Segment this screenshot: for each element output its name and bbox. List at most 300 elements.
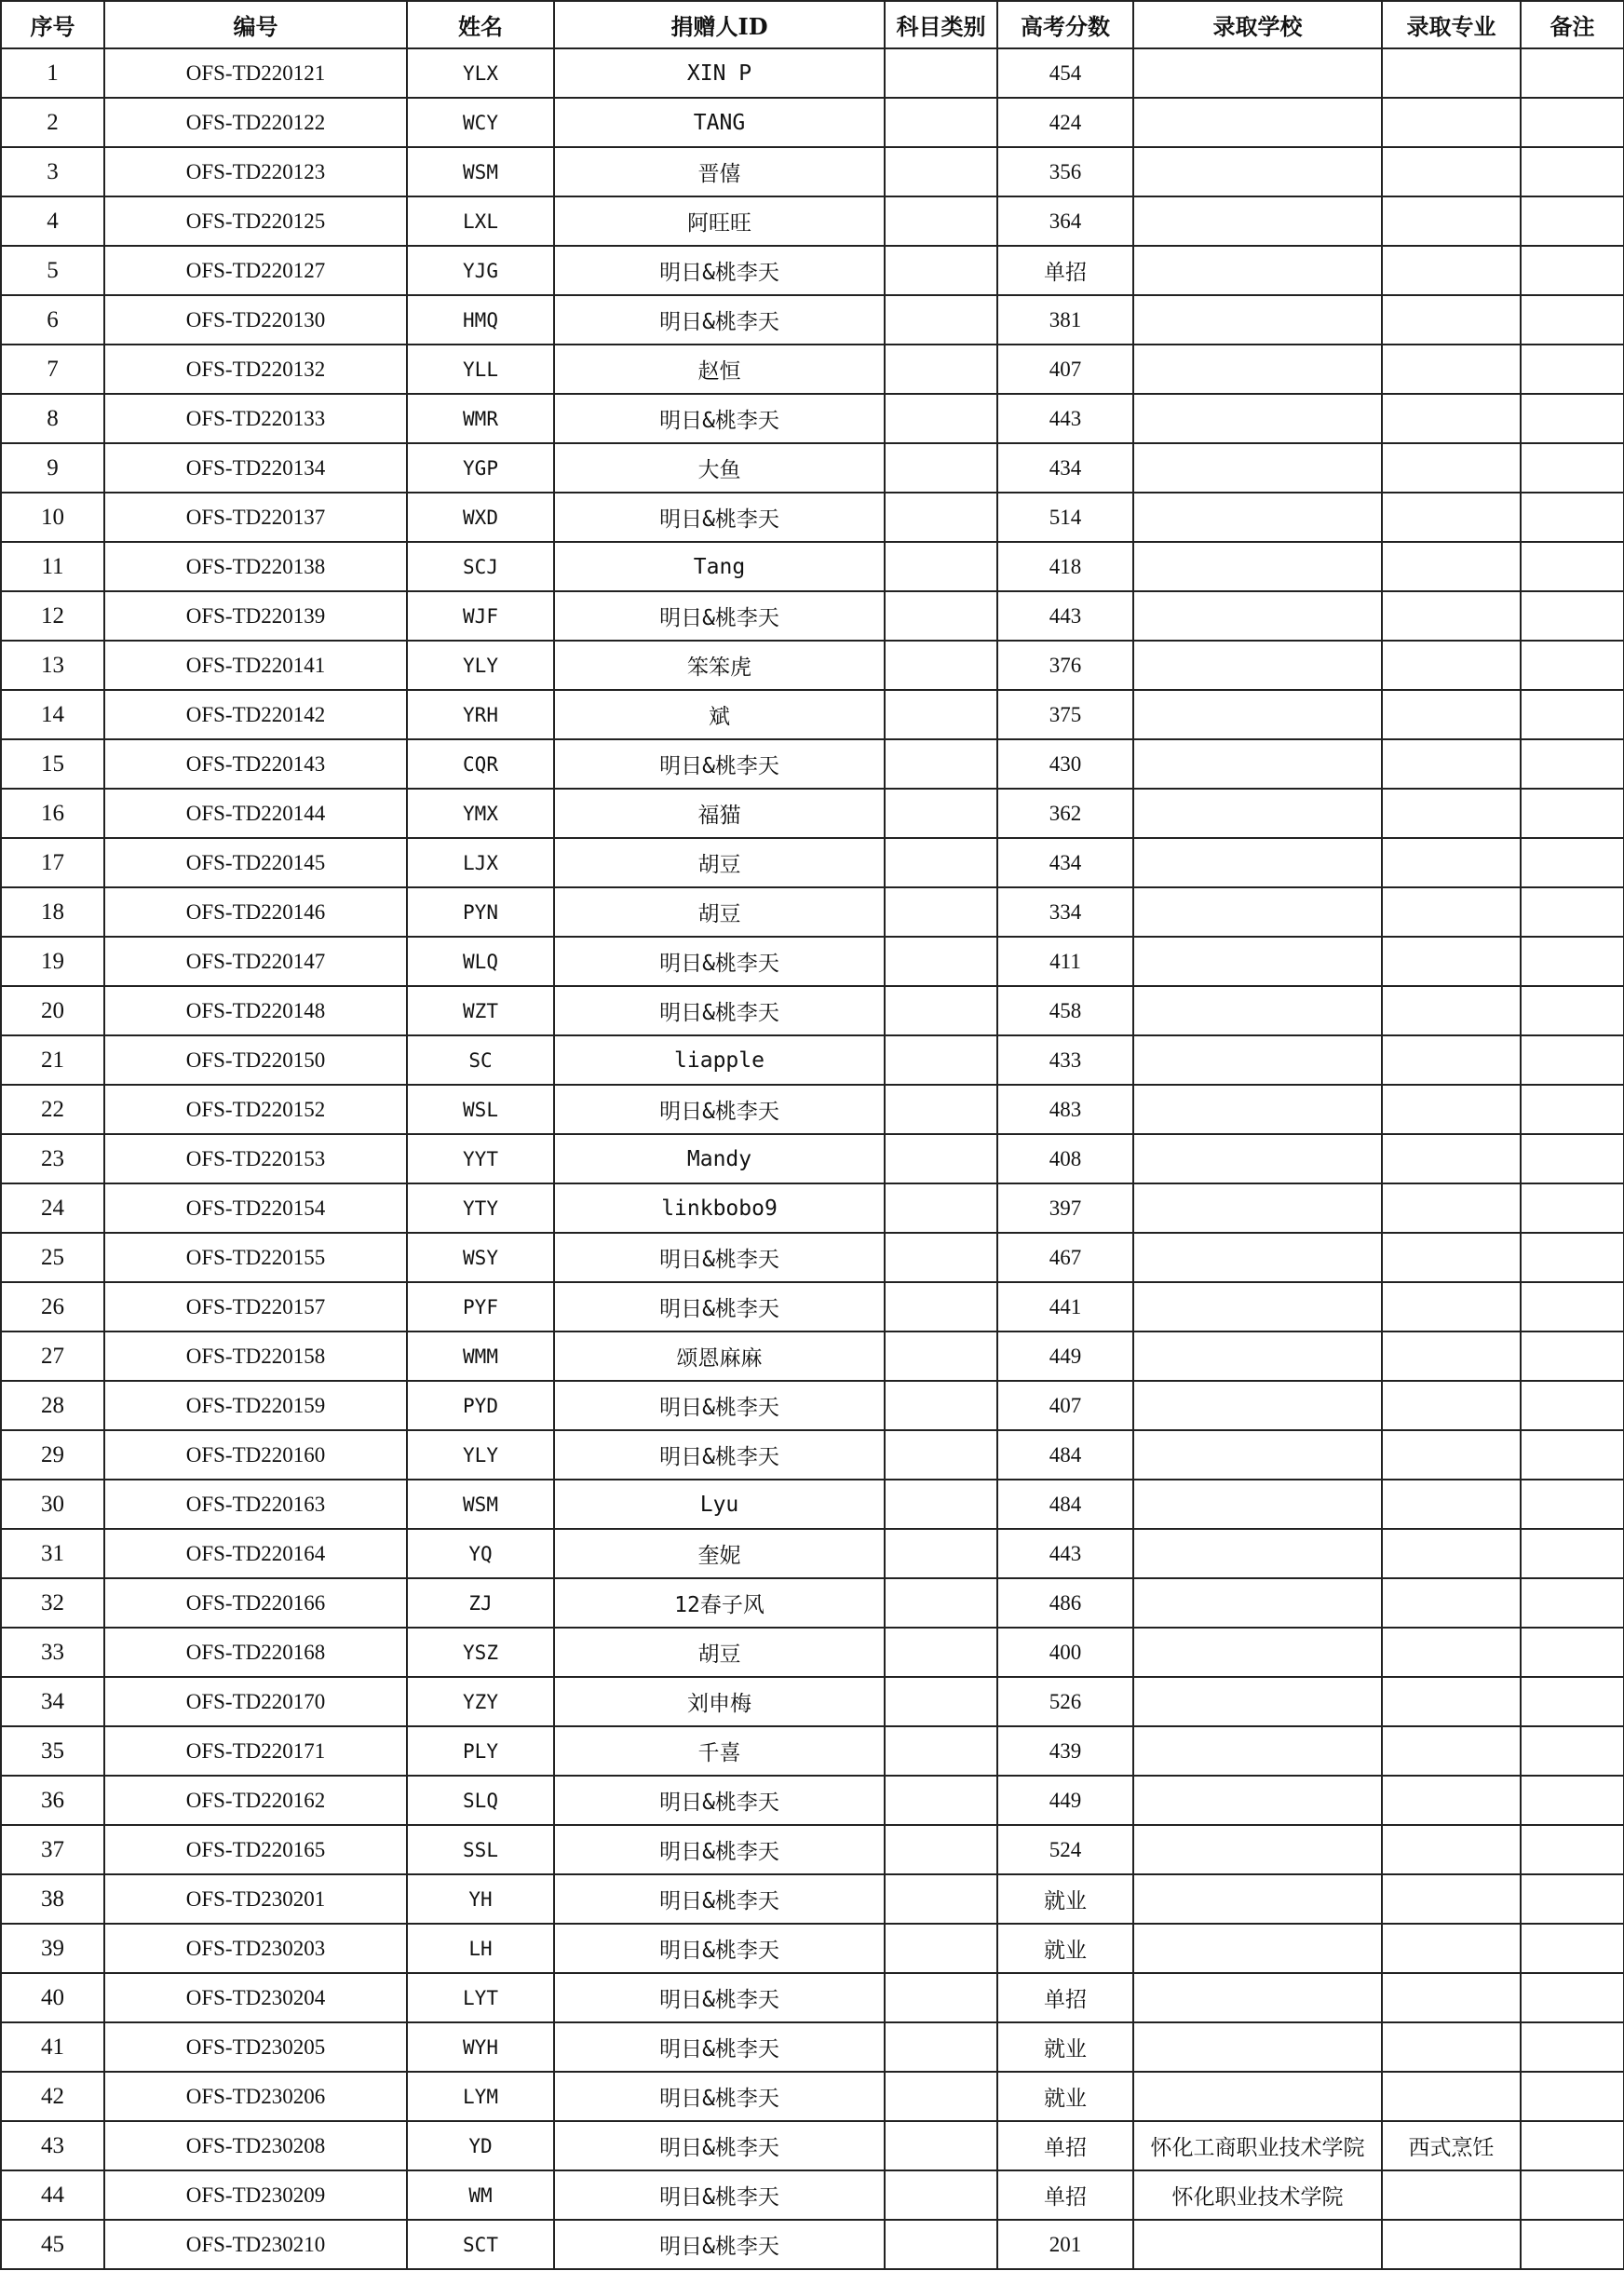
row-name-cell: LJX [407,838,554,887]
row-remarks-cell [1521,1973,1624,2022]
row-admitted-major-cell [1382,1628,1521,1677]
row-admitted-major-cell [1382,1085,1521,1134]
table-row [1,1726,1624,1776]
row-admitted-major-cell [1382,838,1521,887]
table-row [1,493,1624,542]
row-name-cell: LYM [407,2072,554,2121]
row-subject-category-cell [885,1578,997,1628]
row-index-cell: 20 [1,986,104,1035]
row-donor-id-cell: 明日&桃李天 [554,295,885,345]
row-donor-id-cell: XIN P [554,48,885,98]
row-name-cell: WXD [407,493,554,542]
row-code-cell: OFS-TD220138 [104,542,407,591]
row-remarks-cell [1521,1825,1624,1874]
row-admitted-major-cell: 西式烹饪 [1382,2121,1521,2170]
row-exam-score-cell: 408 [997,1134,1133,1183]
row-index-cell: 7 [1,345,104,394]
table-row [1,1332,1624,1381]
row-donor-id-cell: Mandy [554,1134,885,1183]
row-subject-category-cell [885,1480,997,1529]
row-index-cell: 12 [1,591,104,641]
row-admitted-major-cell [1382,196,1521,246]
row-exam-score-cell: 443 [997,1529,1133,1578]
row-index-cell: 2 [1,98,104,147]
row-index-cell: 45 [1,2220,104,2269]
row-subject-category-cell [885,2072,997,2121]
table-row [1,246,1624,295]
row-remarks-cell [1521,591,1624,641]
row-name-cell: SLQ [407,1776,554,1825]
row-admitted-major-cell [1382,1578,1521,1628]
row-subject-category-cell [885,48,997,98]
row-admitted-major-cell [1382,641,1521,690]
row-donor-id-cell: 明日&桃李天 [554,986,885,1035]
row-remarks-cell [1521,641,1624,690]
row-name-cell: YSZ [407,1628,554,1677]
row-code-cell: OFS-TD220130 [104,295,407,345]
table-row [1,2121,1624,2170]
row-exam-score-cell: 单招 [997,2121,1133,2170]
row-admitted-school-cell [1133,196,1382,246]
row-remarks-cell [1521,147,1624,196]
row-name-cell: WMR [407,394,554,443]
row-donor-id-cell: 阿旺旺 [554,196,885,246]
table-row [1,295,1624,345]
header-index: 序号 [1,1,104,48]
row-exam-score-cell: 524 [997,1825,1133,1874]
row-admitted-school-cell [1133,887,1382,937]
row-index-cell: 30 [1,1480,104,1529]
row-admitted-major-cell [1382,295,1521,345]
row-subject-category-cell [885,591,997,641]
row-admitted-school-cell [1133,345,1382,394]
row-exam-score-cell: 就业 [997,1924,1133,1973]
row-donor-id-cell: 明日&桃李天 [554,1776,885,1825]
row-admitted-major-cell [1382,1825,1521,1874]
row-name-cell: YMX [407,789,554,838]
row-index-cell: 24 [1,1183,104,1233]
row-code-cell: OFS-TD230209 [104,2170,407,2220]
row-donor-id-cell: linkbobo9 [554,1183,885,1233]
table-row [1,1480,1624,1529]
row-subject-category-cell [885,493,997,542]
row-index-cell: 37 [1,1825,104,1874]
row-admitted-major-cell [1382,690,1521,739]
row-admitted-major-cell [1382,1529,1521,1578]
row-exam-score-cell: 381 [997,295,1133,345]
row-admitted-school-cell [1133,2022,1382,2072]
row-admitted-school-cell [1133,1233,1382,1282]
row-exam-score-cell: 433 [997,1035,1133,1085]
header-remarks: 备注 [1521,1,1624,48]
table-row [1,1183,1624,1233]
row-admitted-school-cell [1133,739,1382,789]
row-code-cell: OFS-TD220165 [104,1825,407,1874]
row-remarks-cell [1521,1628,1624,1677]
table-row [1,196,1624,246]
row-remarks-cell [1521,739,1624,789]
row-donor-id-cell: 明日&桃李天 [554,1085,885,1134]
row-code-cell: OFS-TD220154 [104,1183,407,1233]
row-code-cell: OFS-TD220125 [104,196,407,246]
row-donor-id-cell: 胡豆 [554,887,885,937]
row-remarks-cell [1521,1332,1624,1381]
row-name-cell: WLQ [407,937,554,986]
row-remarks-cell [1521,443,1624,493]
row-remarks-cell [1521,1381,1624,1430]
row-admitted-major-cell [1382,493,1521,542]
row-donor-id-cell: 明日&桃李天 [554,2170,885,2220]
table-row [1,443,1624,493]
row-name-cell: WM [407,2170,554,2220]
row-admitted-school-cell [1133,1430,1382,1480]
row-donor-id-cell: 胡豆 [554,1628,885,1677]
row-exam-score-cell: 434 [997,443,1133,493]
row-code-cell: OFS-TD230204 [104,1973,407,2022]
row-exam-score-cell: 484 [997,1430,1133,1480]
row-code-cell: OFS-TD220144 [104,789,407,838]
row-index-cell: 40 [1,1973,104,2022]
row-index-cell: 6 [1,295,104,345]
row-remarks-cell [1521,345,1624,394]
row-admitted-major-cell [1382,1332,1521,1381]
row-name-cell: PYF [407,1282,554,1332]
row-admitted-school-cell [1133,1578,1382,1628]
table-row [1,591,1624,641]
table-row [1,1628,1624,1677]
table-row [1,147,1624,196]
row-index-cell: 11 [1,542,104,591]
table-row [1,641,1624,690]
row-subject-category-cell [885,1825,997,1874]
row-name-cell: YYT [407,1134,554,1183]
row-admitted-major-cell [1382,937,1521,986]
row-code-cell: OFS-TD220153 [104,1134,407,1183]
row-remarks-cell [1521,493,1624,542]
row-donor-id-cell: 明日&桃李天 [554,246,885,295]
row-remarks-cell [1521,1480,1624,1529]
row-subject-category-cell [885,1874,997,1924]
row-exam-score-cell: 449 [997,1776,1133,1825]
row-exam-score-cell: 526 [997,1677,1133,1726]
row-admitted-school-cell [1133,443,1382,493]
row-name-cell: WSM [407,147,554,196]
row-remarks-cell [1521,295,1624,345]
row-code-cell: OFS-TD220150 [104,1035,407,1085]
row-admitted-major-cell [1382,2220,1521,2269]
row-subject-category-cell [885,345,997,394]
row-exam-score-cell: 439 [997,1726,1133,1776]
row-name-cell: LXL [407,196,554,246]
row-admitted-school-cell [1133,1726,1382,1776]
row-admitted-school-cell [1133,1332,1382,1381]
row-admitted-major-cell [1382,345,1521,394]
row-code-cell: OFS-TD220162 [104,1776,407,1825]
table-row [1,2072,1624,2121]
row-remarks-cell [1521,887,1624,937]
row-code-cell: OFS-TD220134 [104,443,407,493]
row-admitted-school-cell [1133,1874,1382,1924]
row-exam-score-cell: 376 [997,641,1133,690]
row-donor-id-cell: 12春子风 [554,1578,885,1628]
row-donor-id-cell: Tang [554,542,885,591]
row-index-cell: 3 [1,147,104,196]
row-remarks-cell [1521,1924,1624,1973]
row-exam-score-cell: 484 [997,1480,1133,1529]
row-name-cell: LYT [407,1973,554,2022]
table-row [1,986,1624,1035]
row-admitted-major-cell [1382,1430,1521,1480]
row-index-cell: 14 [1,690,104,739]
row-code-cell: OFS-TD220168 [104,1628,407,1677]
header-row [1,1,1624,48]
row-code-cell: OFS-TD220133 [104,394,407,443]
row-index-cell: 32 [1,1578,104,1628]
row-admitted-major-cell [1382,739,1521,789]
row-exam-score-cell: 454 [997,48,1133,98]
row-name-cell: SSL [407,1825,554,1874]
row-index-cell: 17 [1,838,104,887]
row-name-cell: PYN [407,887,554,937]
row-subject-category-cell [885,2170,997,2220]
row-name-cell: WCY [407,98,554,147]
row-admitted-school-cell [1133,295,1382,345]
table-row [1,739,1624,789]
row-code-cell: OFS-TD220160 [104,1430,407,1480]
row-donor-id-cell: 明日&桃李天 [554,1282,885,1332]
row-admitted-school-cell [1133,1973,1382,2022]
row-donor-id-cell: 斌 [554,690,885,739]
row-index-cell: 31 [1,1529,104,1578]
row-exam-score-cell: 407 [997,345,1133,394]
table-row [1,394,1624,443]
row-exam-score-cell: 458 [997,986,1133,1035]
row-code-cell: OFS-TD220145 [104,838,407,887]
row-name-cell: WZT [407,986,554,1035]
row-index-cell: 39 [1,1924,104,1973]
row-name-cell: SCJ [407,542,554,591]
row-subject-category-cell [885,443,997,493]
row-name-cell: YTY [407,1183,554,1233]
table-row [1,937,1624,986]
row-index-cell: 43 [1,2121,104,2170]
row-name-cell: WMM [407,1332,554,1381]
row-code-cell: OFS-TD220170 [104,1677,407,1726]
row-code-cell: OFS-TD220122 [104,98,407,147]
row-remarks-cell [1521,1677,1624,1726]
row-index-cell: 29 [1,1430,104,1480]
row-remarks-cell [1521,48,1624,98]
row-code-cell: OFS-TD220152 [104,1085,407,1134]
row-name-cell: SCT [407,2220,554,2269]
row-name-cell: WYH [407,2022,554,2072]
row-remarks-cell [1521,1874,1624,1924]
row-donor-id-cell: 明日&桃李天 [554,591,885,641]
row-donor-id-cell: 明日&桃李天 [554,1973,885,2022]
row-code-cell: OFS-TD230203 [104,1924,407,1973]
row-admitted-school-cell: 怀化工商职业技术学院 [1133,2121,1382,2170]
table-row [1,690,1624,739]
row-code-cell: OFS-TD220137 [104,493,407,542]
row-exam-score-cell: 单招 [997,2170,1133,2220]
row-donor-id-cell: 千喜 [554,1726,885,1776]
table-body [1,48,1624,2269]
row-remarks-cell [1521,690,1624,739]
row-admitted-school-cell [1133,690,1382,739]
row-exam-score-cell: 364 [997,196,1133,246]
row-exam-score-cell: 443 [997,591,1133,641]
row-admitted-major-cell [1382,1677,1521,1726]
table-row [1,1233,1624,1282]
row-subject-category-cell [885,2121,997,2170]
row-name-cell: YLY [407,1430,554,1480]
row-exam-score-cell: 418 [997,542,1133,591]
header-admitted-school: 录取学校 [1133,1,1382,48]
row-donor-id-cell: 颂恩麻麻 [554,1332,885,1381]
row-admitted-major-cell [1382,147,1521,196]
table-row [1,2220,1624,2269]
row-admitted-major-cell [1382,1035,1521,1085]
row-index-cell: 16 [1,789,104,838]
row-code-cell: OFS-TD220142 [104,690,407,739]
row-index-cell: 8 [1,394,104,443]
row-code-cell: OFS-TD220123 [104,147,407,196]
row-remarks-cell [1521,937,1624,986]
row-index-cell: 5 [1,246,104,295]
header-subject-category: 科目类别 [885,1,997,48]
row-admitted-major-cell [1382,1183,1521,1233]
row-remarks-cell [1521,1726,1624,1776]
row-admitted-major-cell [1382,1134,1521,1183]
row-exam-score-cell: 449 [997,1332,1133,1381]
row-index-cell: 10 [1,493,104,542]
row-exam-score-cell: 334 [997,887,1133,937]
row-index-cell: 28 [1,1381,104,1430]
row-admitted-school-cell [1133,1134,1382,1183]
row-donor-id-cell: 明日&桃李天 [554,2220,885,2269]
row-name-cell: YLL [407,345,554,394]
row-name-cell: YQ [407,1529,554,1578]
row-admitted-major-cell [1382,1874,1521,1924]
row-subject-category-cell [885,838,997,887]
row-donor-id-cell: 明日&桃李天 [554,937,885,986]
row-index-cell: 1 [1,48,104,98]
row-donor-id-cell: 奎妮 [554,1529,885,1578]
row-subject-category-cell [885,1628,997,1677]
row-admitted-major-cell [1382,2022,1521,2072]
row-admitted-major-cell [1382,986,1521,1035]
row-remarks-cell [1521,246,1624,295]
row-admitted-school-cell [1133,542,1382,591]
row-admitted-school-cell [1133,493,1382,542]
table-row [1,345,1624,394]
row-name-cell: WJF [407,591,554,641]
row-exam-score-cell: 514 [997,493,1133,542]
row-subject-category-cell [885,2220,997,2269]
row-index-cell: 44 [1,2170,104,2220]
row-exam-score-cell: 单招 [997,1973,1133,2022]
row-name-cell: YRH [407,690,554,739]
row-admitted-school-cell [1133,394,1382,443]
row-admitted-school-cell [1133,1480,1382,1529]
header-donor-id: 捐赠人ID [554,1,885,48]
row-code-cell: OFS-TD230206 [104,2072,407,2121]
row-donor-id-cell: 明日&桃李天 [554,739,885,789]
row-index-cell: 34 [1,1677,104,1726]
row-remarks-cell [1521,1578,1624,1628]
row-name-cell: PYD [407,1381,554,1430]
row-index-cell: 22 [1,1085,104,1134]
row-admitted-school-cell: 怀化职业技术学院 [1133,2170,1382,2220]
row-exam-score-cell: 443 [997,394,1133,443]
row-admitted-school-cell [1133,1381,1382,1430]
table-row [1,1430,1624,1480]
row-subject-category-cell [885,1677,997,1726]
row-admitted-school-cell [1133,591,1382,641]
row-remarks-cell [1521,2072,1624,2121]
row-remarks-cell [1521,2121,1624,2170]
row-admitted-major-cell [1382,394,1521,443]
row-admitted-major-cell [1382,591,1521,641]
row-code-cell: OFS-TD220139 [104,591,407,641]
row-exam-score-cell: 356 [997,147,1133,196]
row-index-cell: 36 [1,1776,104,1825]
row-admitted-major-cell [1382,2170,1521,2220]
row-remarks-cell [1521,1529,1624,1578]
header-code: 编号 [104,1,407,48]
row-code-cell: OFS-TD220127 [104,246,407,295]
table-row [1,838,1624,887]
table-row [1,887,1624,937]
row-exam-score-cell: 201 [997,2220,1133,2269]
row-subject-category-cell [885,98,997,147]
row-admitted-major-cell [1382,789,1521,838]
row-subject-category-cell [885,295,997,345]
row-donor-id-cell: 明日&桃李天 [554,394,885,443]
row-index-cell: 26 [1,1282,104,1332]
row-name-cell: ZJ [407,1578,554,1628]
row-code-cell: OFS-TD220164 [104,1529,407,1578]
row-remarks-cell [1521,196,1624,246]
row-code-cell: OFS-TD220121 [104,48,407,98]
row-donor-id-cell: 明日&桃李天 [554,1924,885,1973]
row-index-cell: 27 [1,1332,104,1381]
table-row [1,542,1624,591]
row-donor-id-cell: 刘申梅 [554,1677,885,1726]
row-remarks-cell [1521,1776,1624,1825]
table-row [1,1381,1624,1430]
header-admitted-major: 录取专业 [1382,1,1521,48]
row-admitted-school-cell [1133,838,1382,887]
row-admitted-school-cell [1133,2072,1382,2121]
row-admitted-school-cell [1133,246,1382,295]
row-admitted-major-cell [1382,542,1521,591]
row-code-cell: OFS-TD220147 [104,937,407,986]
row-admitted-major-cell [1382,443,1521,493]
row-subject-category-cell [885,1529,997,1578]
table-row [1,1578,1624,1628]
row-name-cell: YJG [407,246,554,295]
row-admitted-school-cell [1133,98,1382,147]
row-remarks-cell [1521,2170,1624,2220]
row-subject-category-cell [885,789,997,838]
table-row [1,1776,1624,1825]
table-row [1,1874,1624,1924]
row-code-cell: OFS-TD220141 [104,641,407,690]
row-index-cell: 18 [1,887,104,937]
row-subject-category-cell [885,1183,997,1233]
row-admitted-school-cell [1133,1776,1382,1825]
